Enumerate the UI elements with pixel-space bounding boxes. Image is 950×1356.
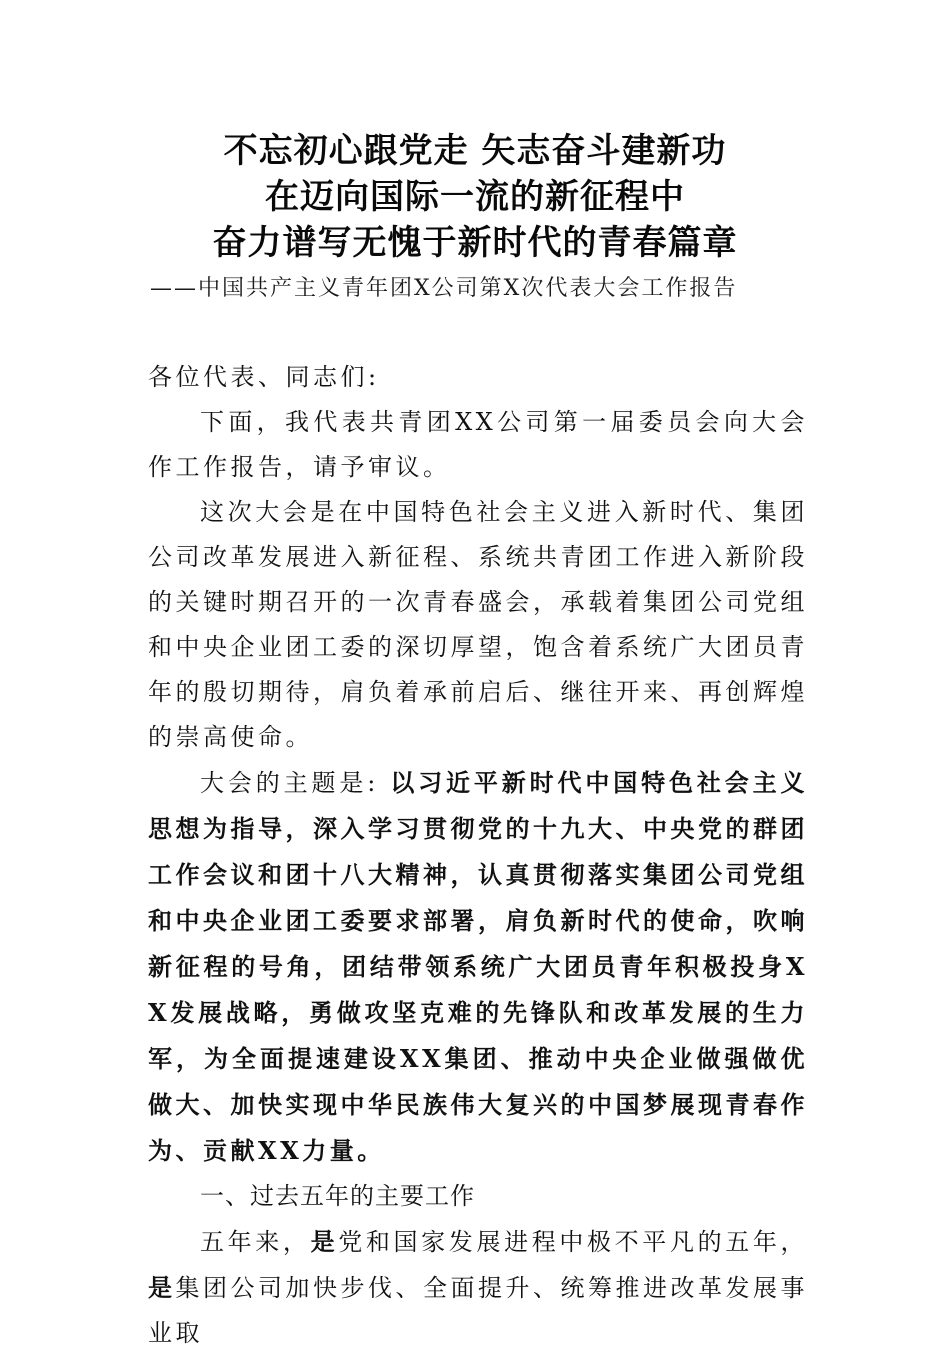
- five-years-part-e: 集团公司加快步伐、全面提升、统筹推进改革发展事业取: [148, 1274, 808, 1347]
- five-years-part-a: 五年来，: [200, 1228, 311, 1256]
- section-heading-1: 一、过去五年的主要工作: [200, 1182, 475, 1210]
- salutation: 各位代表、同志们:: [148, 363, 380, 391]
- title-line-2: 在迈向国际一流的新征程中: [265, 177, 685, 217]
- theme-statement: 以习近平新时代中国特色社会主义思想为指导，深入学习贯彻党的十九大、中央党的群团工作会议和团十八大精神，认真贯彻落实集团公司党组和中央企业团工委要求部署，肩负新时代的使命，吹响新征程的号角，团结带领系统广大团员青年积极投身XX发展战略，勇做攻坚克难的先锋队和改革发展的生力军，为全面提速建设XX集团、推动中央企业做强做优做大、加快实现中华民族伟大复兴的中国梦展现青春作为、贡献XX力量。: [148, 768, 808, 1165]
- five-years-part-d: 是: [148, 1273, 176, 1302]
- title-line-1: 不忘初心跟党走 矢志奋斗建新功: [223, 131, 727, 171]
- report-title: [0, 128, 950, 266]
- paragraph-intro: 下面，我代表共青团XX公司第一届委员会向大会作工作报告，请予审议。: [148, 408, 808, 481]
- report-subtitle: ——中国共产主义青年团X公司第X次代表大会工作报告: [150, 276, 738, 301]
- five-years-part-c: 党和国家发展进程中极不平凡的五年，: [338, 1228, 809, 1256]
- paragraph-context: 这次大会是在中国特色社会主义进入新时代、集团公司改革发展进入新征程、系统共青团工作进入新阶段的关键时期召开的一次青春盛会，承载着集团公司党组和中央企业团工委的深切厚望，饱含着系统广大团员青年的殷切期待，肩负着承前启后、继往开来、再创辉煌的崇高使命。: [148, 498, 808, 751]
- report-body: [148, 355, 808, 1356]
- title-line-3: 奋力谱写无愧于新时代的青春篇章: [212, 223, 738, 263]
- five-years-part-b: 是: [310, 1227, 339, 1256]
- paragraph-theme: [148, 760, 808, 1174]
- theme-lead: 大会的主题是:: [200, 769, 391, 797]
- paragraph-five-years: [148, 1219, 808, 1356]
